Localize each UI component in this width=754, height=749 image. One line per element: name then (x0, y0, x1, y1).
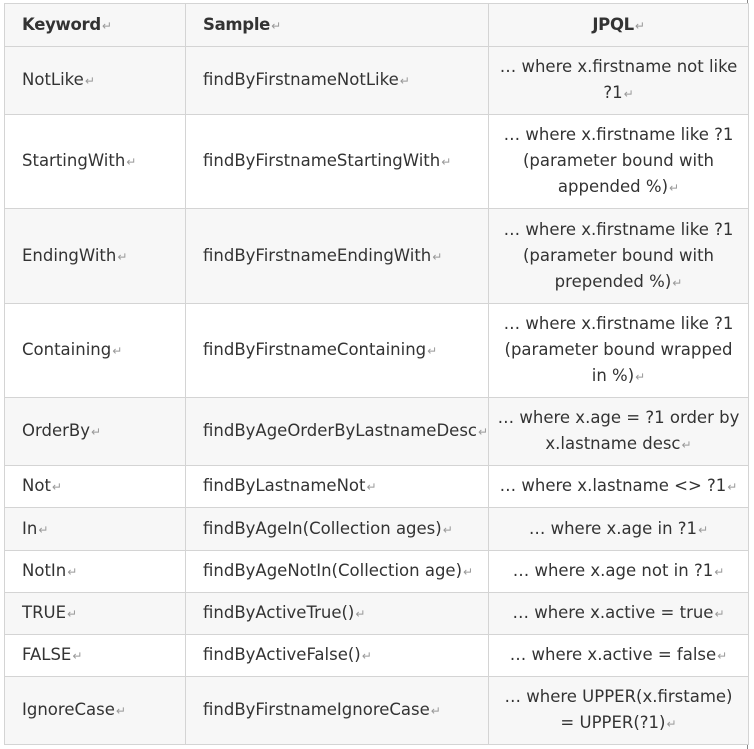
table-row (5, 115, 749, 209)
jpql-cell: … where x.lastname <> ?1↵ (489, 466, 749, 508)
table-row (5, 304, 749, 398)
jpql-cell: … where x.firstname like ?1 (parameter bound with prepended %)↵ (489, 209, 749, 304)
keyword-cell: OrderBy↵ (5, 398, 186, 466)
sample-cell: findByFirstnameIgnoreCase↵ (186, 677, 489, 745)
jpql-cell: … where x.firstname like ?1 (parameter bound with appended %)↵ (489, 115, 749, 209)
keyword-cell: EndingWith↵ (5, 209, 186, 304)
sample-cell: findByFirstnameContaining↵ (186, 304, 489, 398)
keyword-cell: StartingWith↵ (5, 115, 186, 209)
sample-cell: findByFirstnameEndingWith↵ (186, 209, 489, 304)
table-row (5, 593, 749, 635)
sample-cell: findByAgeOrderByLastnameDesc↵ (186, 398, 489, 466)
table-row (5, 508, 749, 551)
jpql-cell: … where x.active = false↵ (489, 635, 749, 677)
table-row (5, 551, 749, 593)
keyword-cell: FALSE↵ (5, 635, 186, 677)
jpql-cell: … where x.firstname like ?1 (parameter bound wrapped in %)↵ (489, 304, 749, 398)
table-row (5, 47, 749, 115)
header-keyword: Keyword↵ (5, 4, 186, 47)
keyword-cell: Containing↵ (5, 304, 186, 398)
keyword-cell: In↵ (5, 508, 186, 551)
table-row (5, 209, 749, 304)
jpql-cell: … where x.age not in ?1↵ (489, 551, 749, 593)
sample-cell: findByFirstnameNotLike↵ (186, 47, 489, 115)
table-row (5, 466, 749, 508)
keyword-cell: TRUE↵ (5, 593, 186, 635)
jpql-cell: … where x.age in ?1↵ (489, 508, 749, 551)
header-jpql: JPQL↵ (489, 4, 749, 47)
keyword-cell: Not↵ (5, 466, 186, 508)
sample-cell: findByFirstnameStartingWith↵ (186, 115, 489, 209)
keyword-cell: NotLike↵ (5, 47, 186, 115)
jpql-cell: … where x.firstname not like ?1↵ (489, 47, 749, 115)
header-row (5, 4, 749, 47)
sample-cell: findByLastnameNot↵ (186, 466, 489, 508)
table-row (5, 677, 749, 745)
jpql-cell: … where UPPER(x.firstame) = UPPER(?1)↵ (489, 677, 749, 745)
jpql-cell: … where x.age = ?1 order by x.lastname desc↵ (489, 398, 749, 466)
table-row (5, 635, 749, 677)
table-row (5, 398, 749, 466)
jpql-cell: … where x.active = true↵ (489, 593, 749, 635)
sample-cell: findByActiveTrue()↵ (186, 593, 489, 635)
header-sample: Sample↵ (186, 4, 489, 47)
sample-cell: findByActiveFalse()↵ (186, 635, 489, 677)
keyword-cell: IgnoreCase↵ (5, 677, 186, 745)
keyword-cell: NotIn↵ (5, 551, 186, 593)
keyword-table (4, 3, 749, 745)
sample-cell: findByAgeIn(Collection ages)↵ (186, 508, 489, 551)
sample-cell: findByAgeNotIn(Collection age)↵ (186, 551, 489, 593)
